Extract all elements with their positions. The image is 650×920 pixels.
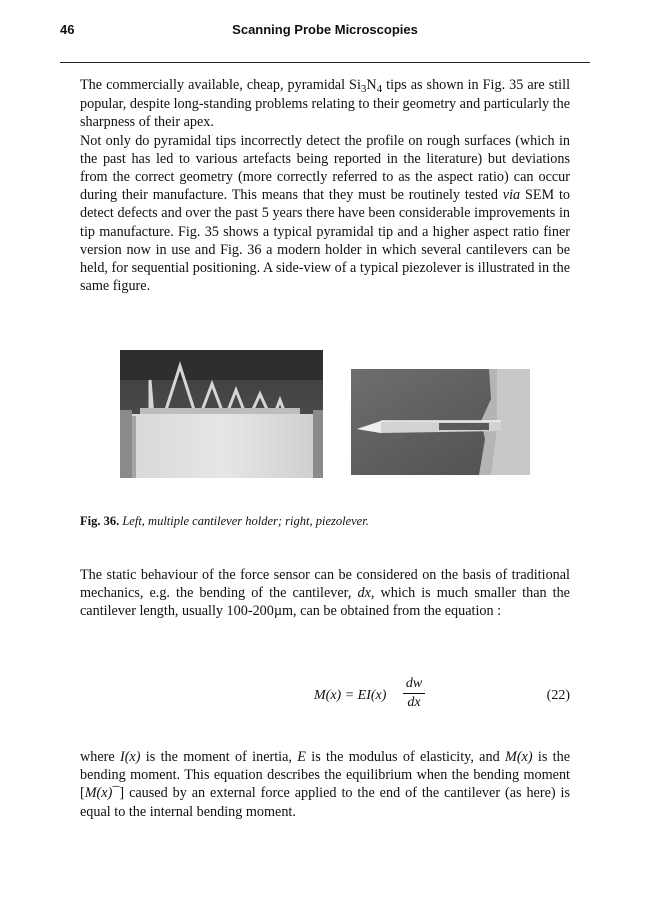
subscript: 3 xyxy=(360,83,367,95)
paragraph-static-behaviour xyxy=(80,566,570,621)
text-run: Not only do pyramidal tips incorrectly detect the profile on rough surfaces (which in the past has led to various artefacts being reported in the literature) but deviations from the correct geometry (more correctly referred to as the aspect ratio) can occur during their manufacture. This means that they must be routinely tested xyxy=(80,132,570,204)
caption-text: Left, multiple cantilever holder; right, piezolever. xyxy=(119,514,369,528)
piezolever-image xyxy=(351,369,530,475)
paragraph-tips xyxy=(80,76,570,295)
paragraph-moment xyxy=(80,748,570,821)
page-number: 46 xyxy=(60,22,75,37)
italic-text: M(x) xyxy=(84,785,113,802)
text-run: where xyxy=(80,749,120,765)
italic-text: M(x) xyxy=(505,749,533,765)
text-run: is the moment of inertia, xyxy=(140,749,298,765)
text-run: tips as shown in Fig. 35 are still popular, despite long-standing problems relating to their geometry and particularly the sharpness of their apex. xyxy=(80,77,571,131)
italic-text: dx xyxy=(357,585,371,602)
fraction-bar xyxy=(403,693,425,694)
page-header xyxy=(60,22,590,42)
italic-text: via xyxy=(502,187,521,204)
text-run: N xyxy=(366,77,377,93)
text-run: The static behaviour of the force sensor can be considered on the basis of traditional mechanics, e.g. the bending of the cantilever, xyxy=(80,567,570,602)
equation-22 xyxy=(300,676,570,728)
text-run: , which is much smaller than the cantilever length, usually 100-200µm, can be obtained from the equation : xyxy=(80,585,570,620)
figure-caption xyxy=(80,514,369,529)
figure-label: Fig. 36. xyxy=(80,514,120,528)
cantilever-holder-image xyxy=(120,350,323,478)
text-run: is the bending moment. This equation describes the equilibrium when the bending moment [ xyxy=(80,749,571,802)
equation-number: (22) xyxy=(546,688,570,703)
text-run: SEM to detect defects and over the past 5 years there have been considerable improvements in tip manufacture. Fig. 35 shows a typical pyramidal tip and a higher aspect ratio finer version now in use and Fig. 36 a modern holder in which several cantilevers can be held, for sequential positioning. A side-view of a typical piezolever is illustrated in the same figure. xyxy=(80,187,570,295)
fraction-numerator: dw xyxy=(405,676,423,691)
header-rule xyxy=(60,62,590,63)
italic-text: E xyxy=(297,749,306,765)
text-run: The commercially available, cheap, pyramidal Si xyxy=(80,77,361,93)
italic-text: I(x) xyxy=(119,749,141,765)
equation-lhs: M(x) = EI(x) xyxy=(314,688,387,703)
overbar: ¯ xyxy=(112,785,120,802)
text-run: is the modulus of elasticity, and xyxy=(305,749,505,765)
text-run: ] caused by an external force applied to the end of the cantilever (as here) is equal to the internal bending moment. xyxy=(80,785,570,820)
equation-fraction xyxy=(403,676,425,711)
subscript: 4 xyxy=(376,83,383,95)
fraction-denominator: dx xyxy=(407,695,421,710)
running-title: Scanning Probe Microscopies xyxy=(232,22,418,37)
